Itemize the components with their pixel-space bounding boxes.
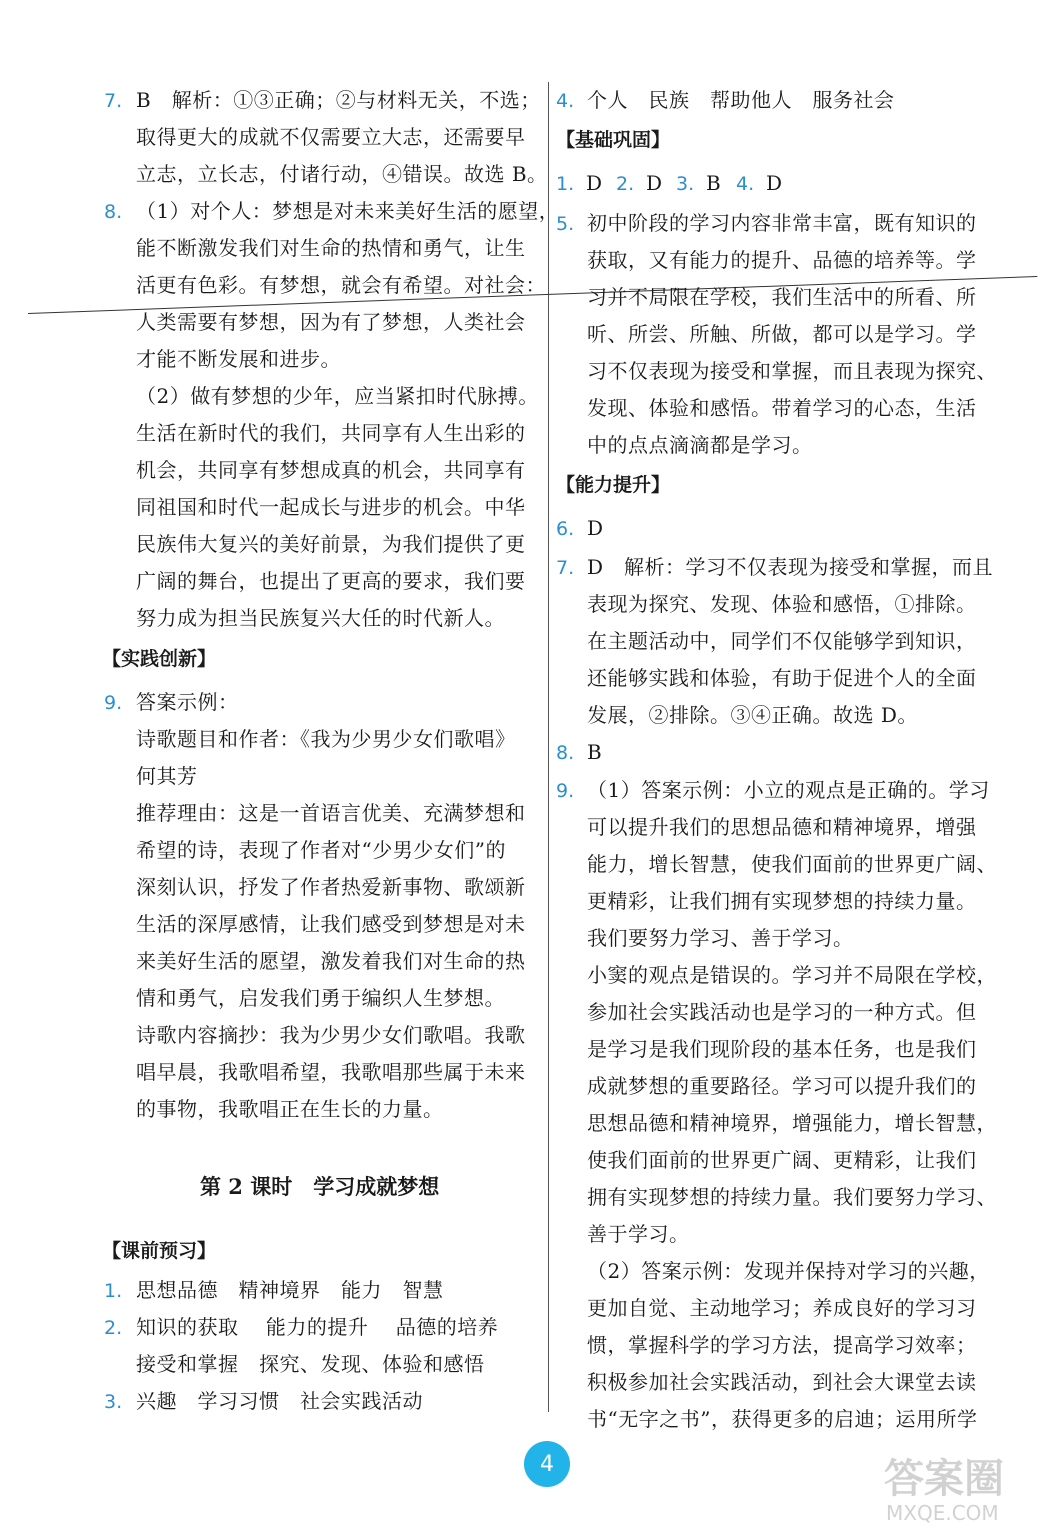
page-number: 4 xyxy=(540,1451,554,1477)
lesson-title: 第 2 课时 学习成就梦想 xyxy=(200,1174,440,1199)
item-number: 8. xyxy=(104,201,123,223)
item-number: 1. xyxy=(104,1280,123,1302)
answer-line: 答案示例： xyxy=(136,690,239,714)
answer-line: 思想品德 精神境界 能力 智慧 xyxy=(136,1278,444,1302)
answer-line: 活更有色彩。有梦想，就会有希望。对社会： xyxy=(136,273,546,297)
item-number: 7. xyxy=(104,90,123,112)
answer-line: 兴趣 学习习惯 社会实践活动 xyxy=(136,1389,423,1413)
column-divider xyxy=(548,82,549,1412)
answer-line: （2）答案示例：发现并保持对学习的兴趣， xyxy=(587,1259,990,1283)
answer-line: 能力，增长智慧，使我们面前的世界更广阔、 xyxy=(587,852,997,876)
answer-line: 生活在新时代的我们，共同享有人生出彩的 xyxy=(136,421,526,445)
answer-line: 机会，共同享有梦想成真的机会，共同享有 xyxy=(136,458,526,482)
answer-line: 成就梦想的重要路径。学习可以提升我们的 xyxy=(587,1074,977,1098)
answer-line: 发展，②排除。③④正确。故选 D。 xyxy=(587,703,918,727)
answer-line: 善于学习。 xyxy=(587,1222,690,1246)
item-number: 6. xyxy=(556,518,575,540)
answer-line: 思想品德和精神境界，增强能力，增长智慧， xyxy=(587,1111,997,1135)
item-number: 4. xyxy=(556,90,575,112)
answer-line: 广阔的舞台，也提出了更高的要求，我们要 xyxy=(136,569,526,593)
answer-line: 诗歌题目和作者：《我为少男少女们歌唱》 xyxy=(136,727,516,751)
item-number: 2. xyxy=(616,173,635,195)
item-number: 3. xyxy=(676,173,695,195)
answer-line: D 解析：学习不仅表现为接受和掌握，而且 xyxy=(587,555,994,579)
answer-line: 同祖国和时代一起成长与进步的机会。中华 xyxy=(136,495,526,519)
answer-line: 努力成为担当民族复兴大任的时代新人。 xyxy=(136,606,505,630)
item-number: 8. xyxy=(556,742,575,764)
svg-text:答案圈: 答案圈 xyxy=(884,1456,1004,1502)
answer-line: 更加自觉、主动地学习；养成良好的学习习 xyxy=(587,1296,977,1320)
answer-line: 获取，又有能力的提升、品德的培养等。学 xyxy=(587,248,977,272)
answer-line: 取得更大的成就不仅需要立大志，还需要早 xyxy=(136,125,526,149)
answer-line: 民族伟大复兴的美好前景，为我们提供了更 xyxy=(136,532,526,556)
item-number: 7. xyxy=(556,557,575,579)
answer-line: 惯，掌握科学的学习方法，提高学习效率； xyxy=(587,1333,977,1357)
answer-line: 拥有实现梦想的持续力量。我们要努力学习、 xyxy=(587,1185,997,1209)
answer-value: D xyxy=(587,516,604,540)
answer-line: 初中阶段的学习内容非常丰富，既有知识的 xyxy=(587,211,977,235)
section-heading-ability: 【能力提升】 xyxy=(556,474,671,496)
answer-line: 人类需要有梦想，因为有了梦想，人类社会 xyxy=(136,310,526,334)
answer-line: 中的点点滴滴都是学习。 xyxy=(587,433,813,457)
answer-line: 可以提升我们的思想品德和精神境界，增强 xyxy=(587,815,977,839)
answer-line: 的事物，我歌唱正在生长的力量。 xyxy=(136,1097,444,1121)
answer-line: 听、所尝、所触、所做，都可以是学习。学 xyxy=(587,322,977,346)
answer-line: 我们要努力学习、善于学习。 xyxy=(587,926,854,950)
svg-text:MXQE.COM: MXQE.COM xyxy=(886,1501,999,1525)
answer-line: 积极参加社会实践活动，到社会大课堂去读 xyxy=(587,1370,977,1394)
answer-line: 知识的获取 能力的提升 品德的培养 xyxy=(136,1315,499,1339)
answer-line: 习不仅表现为接受和掌握，而且表现为探究、 xyxy=(587,359,997,383)
section-heading-practice: 【实践创新】 xyxy=(102,648,217,670)
answer-line: 书“无字之书”，获得更多的启迪；运用所学 xyxy=(587,1407,978,1431)
answer-line: （1）对个人：梦想是对未来美好生活的愿望， xyxy=(136,199,560,223)
item-number: 5. xyxy=(556,213,575,235)
item-number: 9. xyxy=(104,692,123,714)
item-number: 9. xyxy=(556,780,575,802)
answer-line: 深刻认识，抒发了作者热爱新事物、歌颂新 xyxy=(136,875,526,899)
answer-line: 唱早晨，我歌唱希望，我歌唱那些属于未来 xyxy=(136,1060,526,1084)
answer-line: 小窦的观点是错误的。学习并不局限在学校， xyxy=(587,963,997,987)
answer-line: 表现为探究、发现、体验和感悟，①排除。 xyxy=(587,592,977,616)
answer-line: （1）答案示例：小立的观点是正确的。学习 xyxy=(587,778,990,802)
answer-line: 是学习是我们现阶段的基本任务，也是我们 xyxy=(587,1037,977,1061)
item-number: 4. xyxy=(736,173,755,195)
answer-line: 个人 民族 帮助他人 服务社会 xyxy=(587,88,895,112)
answer-line: B 解析：①③正确；②与材料无关，不选； xyxy=(136,88,541,112)
item-number: 2. xyxy=(104,1317,123,1339)
section-heading-preview: 【课前预习】 xyxy=(102,1240,217,1262)
answer-line: 能不断激发我们对生命的热情和勇气，让生 xyxy=(136,236,526,260)
page-number-badge xyxy=(524,1441,570,1487)
item-number: 1. xyxy=(556,173,575,195)
answer-line: 更精彩，让我们拥有实现梦想的持续力量。 xyxy=(587,889,977,913)
answer-line: 才能不断发展和进步。 xyxy=(136,347,341,371)
section-heading-basic: 【基础巩固】 xyxy=(556,129,671,151)
answer-line: 情和勇气，启发我们勇于编织人生梦想。 xyxy=(136,986,505,1010)
answer-line: 来美好生活的愿望，激发着我们对生命的热 xyxy=(136,949,526,973)
answer-line: 希望的诗，表现了作者对“少男少女们”的 xyxy=(136,838,506,862)
answer-value: B xyxy=(706,171,722,195)
answer-line: （2）做有梦想的少年，应当紧扣时代脉搏。 xyxy=(136,384,539,408)
answer-value: B xyxy=(587,740,603,764)
answer-line: 在主题活动中，同学们不仅能够学到知识， xyxy=(587,629,977,653)
answer-line: 诗歌内容摘抄：我为少男少女们歌唱。我歌 xyxy=(136,1023,526,1047)
watermark-logo xyxy=(880,1448,1040,1526)
answer-line: 推荐理由：这是一首语言优美、充满梦想和 xyxy=(136,801,526,825)
answer-line: 还能够实践和体验，有助于促进个人的全面 xyxy=(587,666,977,690)
answer-line: 参加社会实践活动也是学习的一种方式。但 xyxy=(587,1000,977,1024)
answer-line: 使我们面前的世界更广阔、更精彩，让我们 xyxy=(587,1148,977,1172)
answer-line: 习并不局限在学校，我们生活中的所看、所 xyxy=(587,285,977,309)
answer-value: D xyxy=(766,171,783,195)
answer-line: 何其芳 xyxy=(136,764,198,788)
answer-value: D xyxy=(646,171,663,195)
answer-line: 发现、体验和感悟。带着学习的心态，生活 xyxy=(587,396,977,420)
answer-line: 接受和掌握 探究、发现、体验和感悟 xyxy=(136,1352,485,1376)
answer-value: D xyxy=(586,171,603,195)
answer-line: 生活的深厚感情，让我们感受到梦想是对未 xyxy=(136,912,526,936)
answer-line: 立志，立长志，付诸行动，④错误。故选 B。 xyxy=(136,162,548,186)
item-number: 3. xyxy=(104,1391,123,1413)
